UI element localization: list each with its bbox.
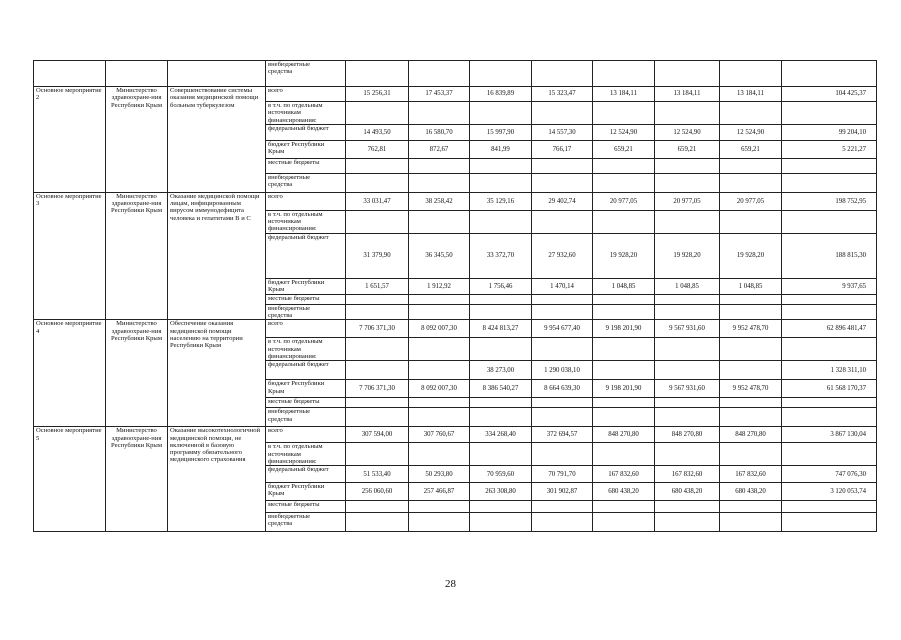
source-cell: бюджет Республики Крым [266, 380, 346, 398]
top-row [34, 61, 877, 87]
value-cell: 680 438,20 [655, 483, 720, 501]
value-cell: 7 706 371,30 [346, 380, 409, 398]
source-cell: в т.ч. по отдельным источникам финансирования: [266, 443, 346, 466]
total-cell [782, 408, 877, 427]
value-cell [593, 443, 655, 466]
value-cell [532, 501, 593, 513]
value-cell: 167 832,60 [655, 466, 720, 483]
total-cell [782, 102, 877, 125]
value-cell [720, 398, 782, 408]
value-cell [720, 173, 782, 192]
value-cell [532, 102, 593, 125]
value-cell [409, 102, 470, 125]
value-cell [593, 102, 655, 125]
value-cell: 15 323,47 [532, 87, 593, 102]
value-cell: 848 270,80 [720, 427, 782, 443]
value-cell [532, 443, 593, 466]
value-cell [720, 408, 782, 427]
value-cell [593, 210, 655, 233]
value-cell: 33 031,47 [346, 192, 409, 210]
value-cell: 70 959,60 [470, 466, 532, 483]
total-cell: 99 204,10 [782, 124, 877, 140]
value-cell [470, 294, 532, 304]
source-cell: бюджет Республики Крым [266, 140, 346, 158]
value-cell [655, 173, 720, 192]
value-cell [346, 102, 409, 125]
total-cell [782, 158, 877, 173]
value-cell [470, 173, 532, 192]
budget-table [33, 60, 877, 532]
total-cell: 188 815,30 [782, 233, 877, 278]
value-cell: 13 184,11 [593, 87, 655, 102]
value-cell [470, 443, 532, 466]
value-cell [655, 501, 720, 513]
value-cell: 19 928,20 [655, 233, 720, 278]
source-cell: местные бюджеты [266, 294, 346, 304]
value-cell [409, 408, 470, 427]
page-number: 28 [445, 578, 456, 590]
total-cell [782, 398, 877, 408]
total-cell: 1 328 311,10 [782, 361, 877, 380]
value-cell: 31 379,90 [346, 233, 409, 278]
value-cell [593, 158, 655, 173]
source-cell: в т.ч. по отдельным источникам финансирования: [266, 210, 346, 233]
value-cell: 12 524,90 [720, 124, 782, 140]
value-cell: 14 557,30 [532, 124, 593, 140]
source-cell: федеральный бюджет [266, 124, 346, 140]
value-cell [532, 304, 593, 320]
value-cell: 1 470,14 [532, 278, 593, 294]
value-cell: 307 760,67 [409, 427, 470, 443]
description-cell: Совершенствование системы оказания медицинской помощи больным туберкулезом [168, 87, 266, 193]
value-cell [346, 398, 409, 408]
value-cell: 659,21 [720, 140, 782, 158]
value-cell: 27 932,60 [532, 233, 593, 278]
value-cell [470, 501, 532, 513]
source-cell: федеральный бюджет [266, 361, 346, 380]
value-cell [346, 501, 409, 513]
group-title: Основное мероприятие 2 [34, 87, 106, 193]
value-cell: 9 952 478,70 [720, 320, 782, 338]
value-cell: 51 533,40 [346, 466, 409, 483]
empty-cell [782, 61, 877, 87]
value-cell: 7 706 371,30 [346, 320, 409, 338]
source-cell: внебюджетные средства [266, 408, 346, 427]
total-cell: 3 867 130,04 [782, 427, 877, 443]
value-cell: 16 839,89 [470, 87, 532, 102]
group-title: Основное мероприятие 3 [34, 192, 106, 319]
value-cell [532, 294, 593, 304]
empty-cell [346, 61, 409, 87]
empty-cell [106, 61, 168, 87]
value-cell [532, 210, 593, 233]
value-cell [470, 158, 532, 173]
value-cell: 8 092 007,30 [409, 380, 470, 398]
empty-cell [34, 61, 106, 87]
value-cell: 1 048,85 [655, 278, 720, 294]
value-cell: 372 694,57 [532, 427, 593, 443]
value-cell [720, 304, 782, 320]
value-cell: 15 997,90 [470, 124, 532, 140]
value-cell: 8 092 007,30 [409, 320, 470, 338]
empty-cell [655, 61, 720, 87]
empty-cell [409, 61, 470, 87]
total-cell: 198 752,95 [782, 192, 877, 210]
value-cell: 841,99 [470, 140, 532, 158]
value-cell [532, 173, 593, 192]
value-cell: 334 268,40 [470, 427, 532, 443]
value-cell: 20 977,05 [655, 192, 720, 210]
value-cell [593, 408, 655, 427]
value-cell: 1 756,46 [470, 278, 532, 294]
total-cell: 3 120 053,74 [782, 483, 877, 501]
value-cell: 35 129,16 [470, 192, 532, 210]
value-cell [532, 338, 593, 361]
value-cell: 257 466,87 [409, 483, 470, 501]
empty-cell [593, 61, 655, 87]
value-cell: 20 977,05 [593, 192, 655, 210]
value-cell: 12 524,90 [593, 124, 655, 140]
value-cell [655, 304, 720, 320]
value-cell: 70 791,70 [532, 466, 593, 483]
source-cell: в т.ч. по отдельным источникам финансирования: [266, 102, 346, 125]
value-cell: 848 270,80 [655, 427, 720, 443]
total-cell [782, 304, 877, 320]
total-cell [782, 443, 877, 466]
value-cell: 50 293,80 [409, 466, 470, 483]
value-cell [720, 210, 782, 233]
value-cell: 1 912,92 [409, 278, 470, 294]
value-cell [470, 338, 532, 361]
description-cell: Обеспечение оказания медицинской помощи населению на территории Республики Крым [168, 320, 266, 427]
value-cell [409, 294, 470, 304]
value-cell [409, 338, 470, 361]
value-cell [470, 513, 532, 532]
value-cell [720, 513, 782, 532]
value-cell: 659,21 [655, 140, 720, 158]
total-cell: 9 937,65 [782, 278, 877, 294]
value-cell: 16 580,70 [409, 124, 470, 140]
group-title: Основное мероприятие 5 [34, 427, 106, 532]
source-cell: бюджет Республики Крым [266, 278, 346, 294]
value-cell: 1 290 038,10 [532, 361, 593, 380]
value-cell: 9 954 677,40 [532, 320, 593, 338]
table-body [34, 61, 877, 532]
source-cell: внебюджетные средства [266, 173, 346, 192]
value-cell [720, 158, 782, 173]
value-cell: 766,17 [532, 140, 593, 158]
value-cell [470, 210, 532, 233]
value-cell: 19 928,20 [593, 233, 655, 278]
value-cell [720, 501, 782, 513]
value-cell [409, 210, 470, 233]
executor-cell: Министерство здравоохране-ния Республики Крым [106, 320, 168, 427]
value-cell [655, 102, 720, 125]
value-cell [346, 304, 409, 320]
table-row [34, 427, 877, 443]
total-cell: 5 221,27 [782, 140, 877, 158]
value-cell [346, 294, 409, 304]
source-cell: местные бюджеты [266, 501, 346, 513]
value-cell [593, 501, 655, 513]
value-cell: 9 198 201,90 [593, 320, 655, 338]
value-cell [346, 443, 409, 466]
value-cell: 167 832,60 [593, 466, 655, 483]
value-cell [409, 158, 470, 173]
value-cell [655, 294, 720, 304]
value-cell [409, 501, 470, 513]
value-cell: 9 567 931,60 [655, 380, 720, 398]
value-cell: 8 664 639,30 [532, 380, 593, 398]
value-cell: 1 651,57 [346, 278, 409, 294]
value-cell [409, 398, 470, 408]
value-cell [720, 443, 782, 466]
value-cell [720, 338, 782, 361]
value-cell: 8 424 813,27 [470, 320, 532, 338]
value-cell [593, 338, 655, 361]
total-cell [782, 173, 877, 192]
value-cell [593, 294, 655, 304]
value-cell: 14 493,50 [346, 124, 409, 140]
source-cell: местные бюджеты [266, 158, 346, 173]
value-cell [470, 304, 532, 320]
source-cell: всего [266, 427, 346, 443]
total-cell: 61 568 170,37 [782, 380, 877, 398]
value-cell: 13 184,11 [720, 87, 782, 102]
value-cell: 848 270,80 [593, 427, 655, 443]
value-cell [532, 398, 593, 408]
value-cell [655, 361, 720, 380]
description-cell: Оказание высокотехнологичной медицинской помощи, не включенной в базовую программу обязательного медицинского страхования [168, 427, 266, 532]
source-cell: местные бюджеты [266, 398, 346, 408]
description-cell: Оказание медицинской помощи лицам, инфицированным вирусом иммунодефицита человека и гепатитами В и С [168, 192, 266, 319]
value-cell [720, 294, 782, 304]
value-cell: 17 453,37 [409, 87, 470, 102]
total-cell: 62 896 481,47 [782, 320, 877, 338]
value-cell: 1 048,85 [720, 278, 782, 294]
value-cell: 29 402,74 [532, 192, 593, 210]
value-cell [409, 361, 470, 380]
value-cell [346, 158, 409, 173]
value-cell: 19 928,20 [720, 233, 782, 278]
value-cell [593, 304, 655, 320]
value-cell: 762,81 [346, 140, 409, 158]
value-cell: 38 273,00 [470, 361, 532, 380]
value-cell [593, 361, 655, 380]
value-cell: 8 386 540,27 [470, 380, 532, 398]
value-cell: 9 198 201,90 [593, 380, 655, 398]
value-cell [655, 408, 720, 427]
value-cell [532, 513, 593, 532]
total-cell [782, 513, 877, 532]
value-cell: 307 594,00 [346, 427, 409, 443]
value-cell [655, 513, 720, 532]
value-cell [346, 513, 409, 532]
empty-cell [720, 61, 782, 87]
value-cell [655, 443, 720, 466]
source-cell: бюджет Республики Крым [266, 483, 346, 501]
source-cell: внебюджетные средства [266, 61, 346, 87]
total-cell [782, 210, 877, 233]
value-cell [409, 304, 470, 320]
source-cell: внебюджетные средства [266, 304, 346, 320]
value-cell: 872,67 [409, 140, 470, 158]
empty-cell [532, 61, 593, 87]
value-cell [655, 210, 720, 233]
source-cell: всего [266, 87, 346, 102]
value-cell: 167 832,60 [720, 466, 782, 483]
value-cell [532, 408, 593, 427]
value-cell [655, 398, 720, 408]
value-cell: 36 345,50 [409, 233, 470, 278]
source-cell: федеральный бюджет [266, 233, 346, 278]
value-cell: 9 952 478,70 [720, 380, 782, 398]
value-cell [532, 158, 593, 173]
value-cell [593, 173, 655, 192]
value-cell [720, 361, 782, 380]
value-cell [593, 398, 655, 408]
value-cell [346, 361, 409, 380]
source-cell: внебюджетные средства [266, 513, 346, 532]
value-cell: 680 438,20 [720, 483, 782, 501]
total-cell [782, 338, 877, 361]
source-cell: федеральный бюджет [266, 466, 346, 483]
table-row [34, 87, 877, 102]
executor-cell: Министерство здравоохране-ния Республики Крым [106, 192, 168, 319]
value-cell [470, 398, 532, 408]
value-cell: 33 372,70 [470, 233, 532, 278]
value-cell: 9 567 931,60 [655, 320, 720, 338]
value-cell: 256 060,60 [346, 483, 409, 501]
source-cell: всего [266, 192, 346, 210]
value-cell: 12 524,90 [655, 124, 720, 140]
table-row [34, 192, 877, 210]
value-cell: 15 256,31 [346, 87, 409, 102]
value-cell [655, 158, 720, 173]
total-cell [782, 501, 877, 513]
value-cell: 659,21 [593, 140, 655, 158]
total-cell: 104 425,37 [782, 87, 877, 102]
value-cell [346, 173, 409, 192]
value-cell [720, 102, 782, 125]
value-cell [409, 443, 470, 466]
value-cell [409, 513, 470, 532]
empty-cell [470, 61, 532, 87]
value-cell [655, 338, 720, 361]
value-cell [346, 408, 409, 427]
value-cell: 38 258,42 [409, 192, 470, 210]
total-cell: 747 076,30 [782, 466, 877, 483]
value-cell: 1 048,85 [593, 278, 655, 294]
value-cell: 13 184,11 [655, 87, 720, 102]
total-cell [782, 294, 877, 304]
source-cell: в т.ч. по отдельным источникам финансирования: [266, 338, 346, 361]
value-cell: 680 438,20 [593, 483, 655, 501]
group-title: Основное мероприятие 4 [34, 320, 106, 427]
value-cell [470, 408, 532, 427]
source-cell: всего [266, 320, 346, 338]
value-cell [346, 338, 409, 361]
value-cell: 263 308,80 [470, 483, 532, 501]
value-cell: 20 977,05 [720, 192, 782, 210]
executor-cell: Министерство здравоохране-ния Республики Крым [106, 427, 168, 532]
value-cell [470, 102, 532, 125]
table-row [34, 320, 877, 338]
value-cell [346, 210, 409, 233]
value-cell [409, 173, 470, 192]
executor-cell: Министерство здравоохране-ния Республики Крым [106, 87, 168, 193]
empty-cell [168, 61, 266, 87]
value-cell [593, 513, 655, 532]
value-cell: 301 902,87 [532, 483, 593, 501]
